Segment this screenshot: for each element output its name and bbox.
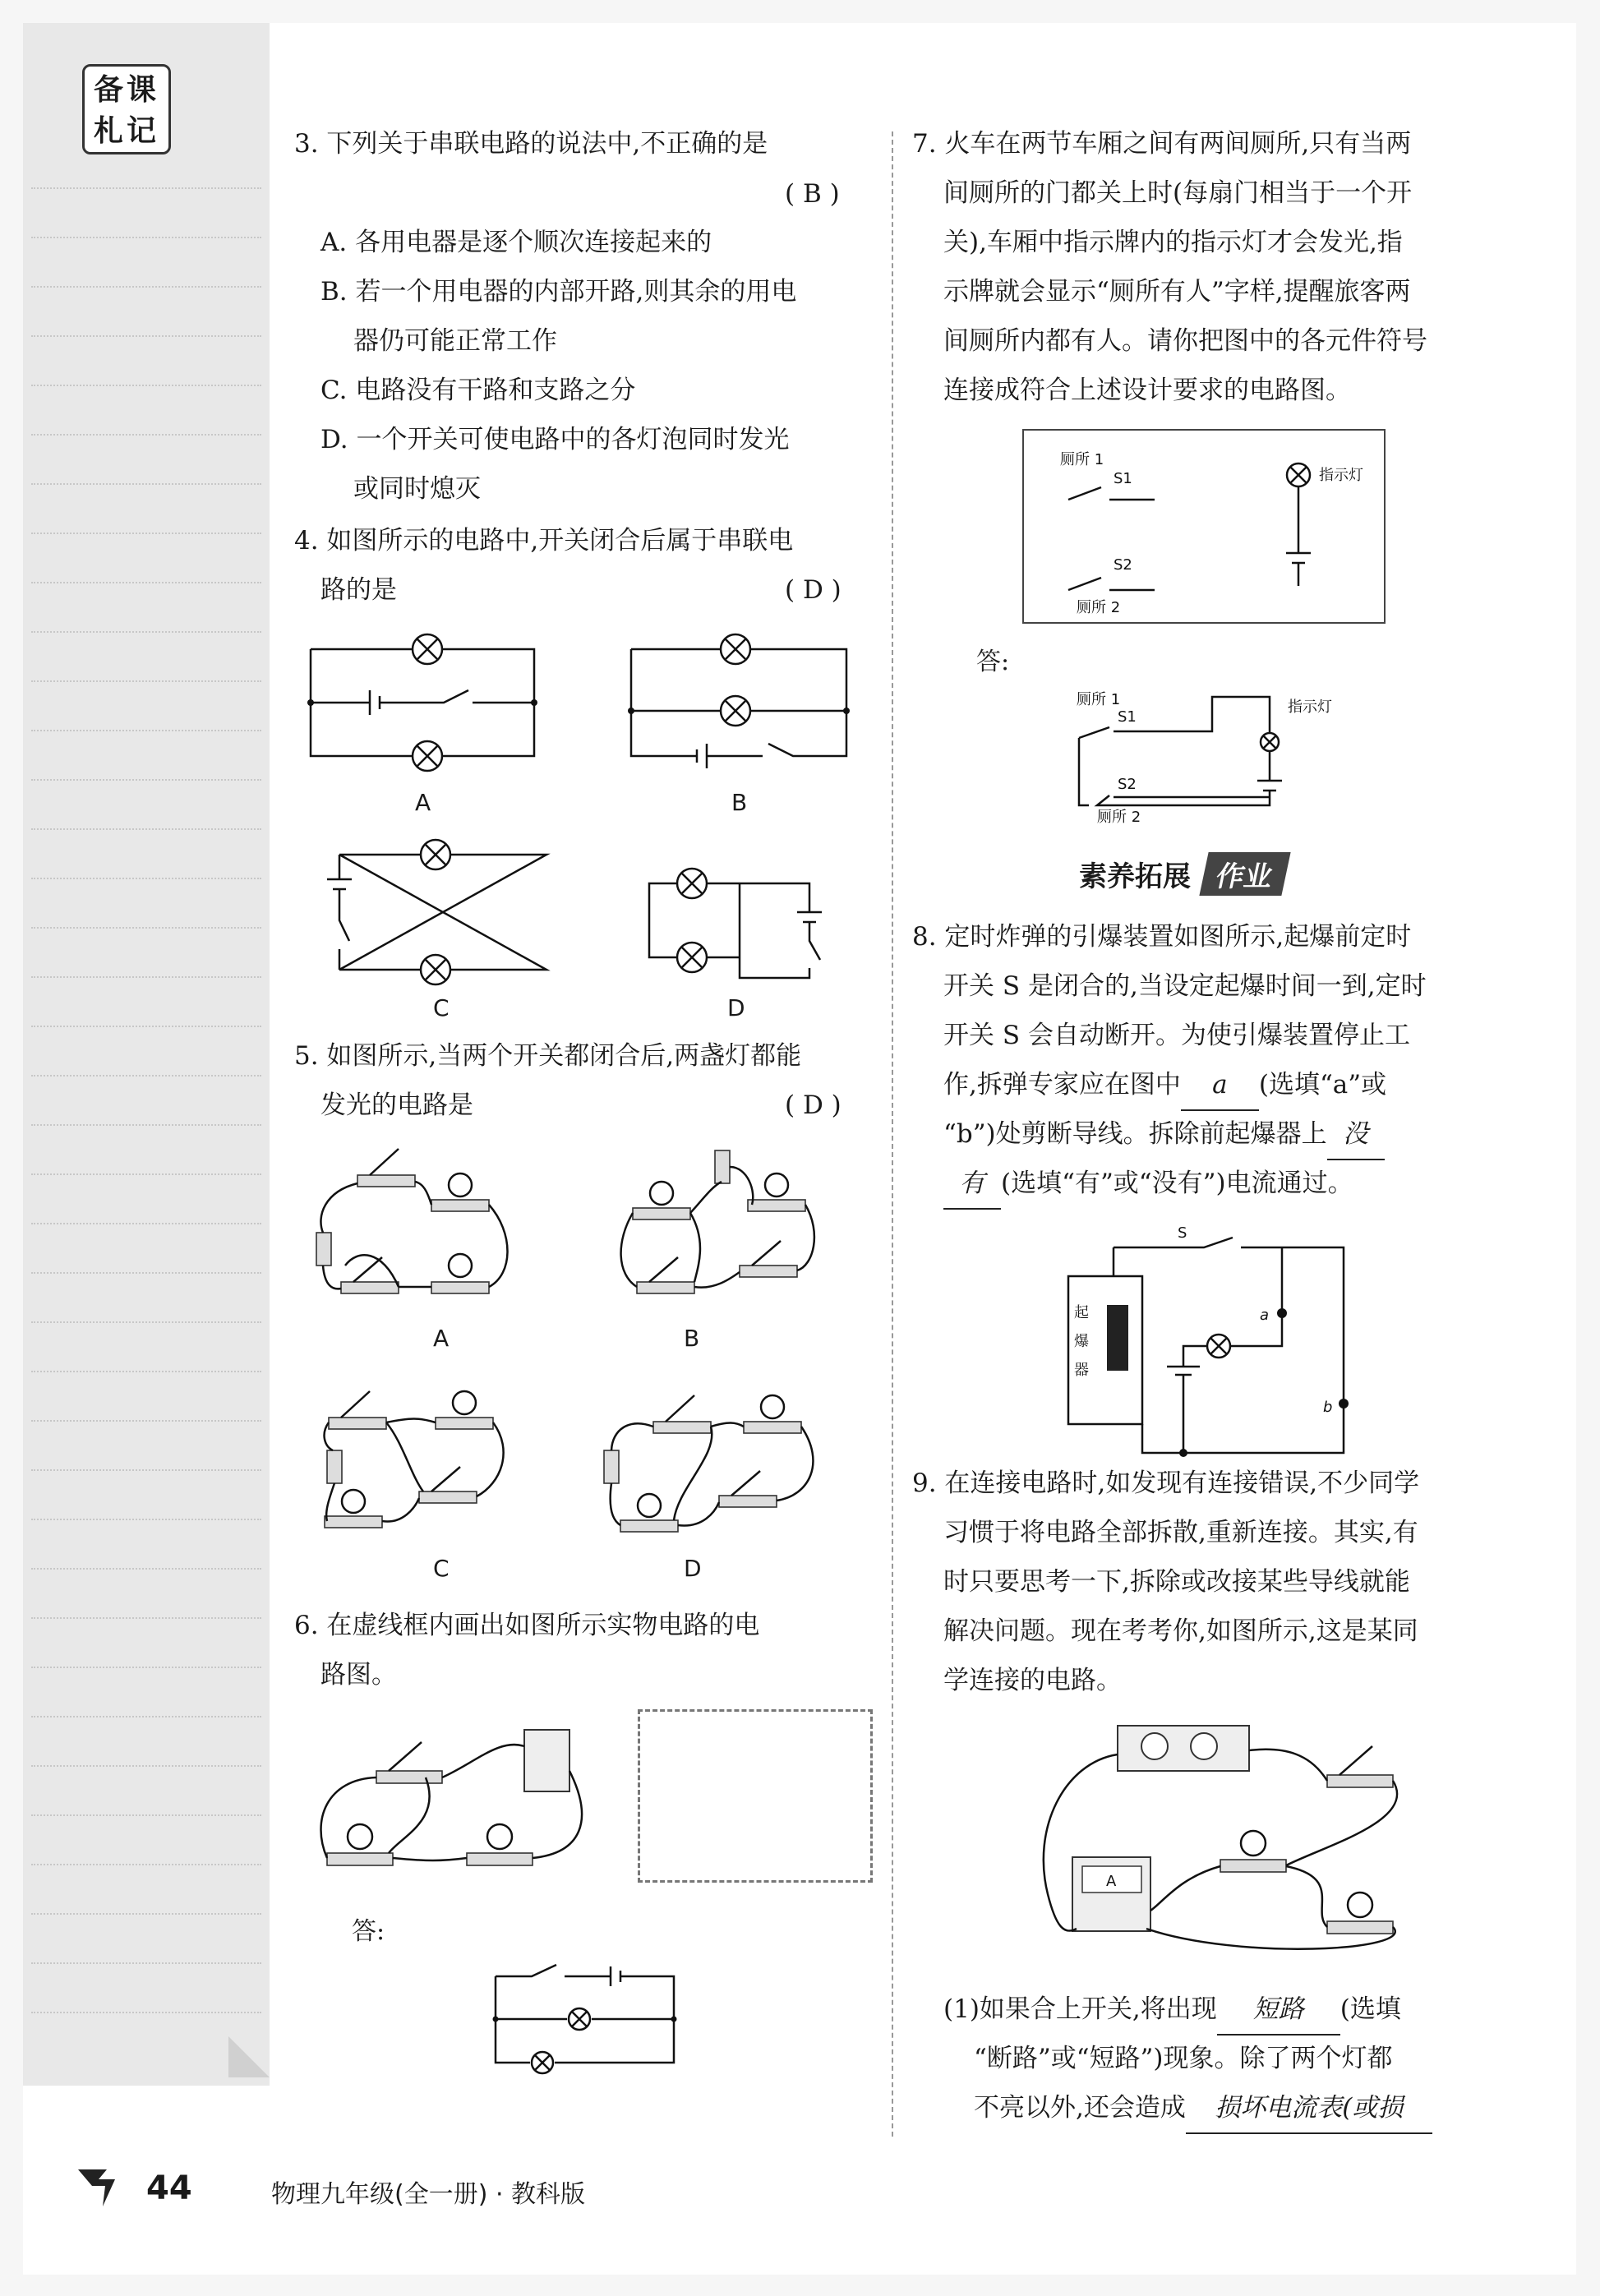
q9-p2: “断路”或“短路”)现象。除了两个灯都	[974, 2044, 1393, 2073]
q7-answer-label: 答:	[976, 648, 1010, 676]
notes-rule-line	[31, 1765, 261, 1767]
q5-kit-b	[616, 1142, 830, 1315]
q5-answer: ( D )	[785, 1090, 841, 1120]
q7-ans-lamp: 指示灯	[1288, 698, 1332, 716]
q8-blank1: a	[1181, 1060, 1259, 1111]
q9-ammeter-a: A	[1106, 1873, 1117, 1890]
notes-rule-line	[31, 1026, 261, 1027]
q8-fig-a: a	[1260, 1307, 1270, 1324]
q7-s1-label: S1	[1114, 470, 1132, 487]
q3-option-b: B. 若一个用电器的内部开路,则其余的用电	[320, 277, 797, 307]
notes-rule-line	[31, 385, 261, 386]
q3-stem: 3. 下列关于串联电路的说法中,不正确的是	[294, 129, 768, 159]
q4-answer: ( D )	[785, 575, 841, 605]
q6-stem: 6. 在虚线框内画出如图所示实物电路的电	[294, 1611, 760, 1640]
notes-rule-line	[31, 878, 261, 879]
q5-kit-d	[596, 1372, 834, 1549]
notes-rule-line	[31, 335, 261, 337]
notes-sidebar	[23, 23, 270, 2086]
notes-rule-line	[31, 1223, 261, 1224]
q3-answer: ( B )	[785, 179, 840, 209]
q7-line4: 示牌就会显示“厕所有人”字样,提醒旅客两	[943, 277, 1411, 307]
q4-circuit-d	[633, 863, 846, 986]
q8-line6-post: (选填“有”或“没有”)电流通过。	[1001, 1169, 1353, 1198]
notes-rule-line	[31, 1962, 261, 1964]
q9-p3	[974, 2083, 1432, 2134]
notes-rule-line	[31, 631, 261, 633]
q8-line5-pre: “b”)处剪断导线。拆除前起爆器上	[943, 1119, 1327, 1149]
notes-rule-line	[31, 533, 261, 534]
q7-line3: 关),车厢中指示牌内的指示灯才会发光,指	[943, 228, 1403, 257]
q7-ans-toilet2: 厕所 2	[1097, 809, 1141, 826]
notes-rule-line	[31, 1321, 261, 1323]
notes-rule-line	[31, 828, 261, 830]
notes-rule-line	[31, 779, 261, 781]
q4-stem: 4. 如图所示的电路中,开关闭合后属于串联电	[294, 526, 794, 556]
q4-label-c: C	[433, 994, 450, 1021]
q5-label-a: A	[433, 1325, 450, 1352]
notes-rule-line	[31, 1814, 261, 1816]
q9-physical-circuit	[1031, 1713, 1418, 1960]
q5-kit-a	[308, 1142, 522, 1315]
q9-line1: 9. 在连接电路时,如发现有连接错误,不少同学	[912, 1468, 1420, 1498]
q9-blank2: 损坏电流表(或损	[1186, 2083, 1432, 2134]
notes-rule-line	[31, 1469, 261, 1471]
q7-line1: 7. 火车在两节车厢之间有两间厕所,只有当两	[912, 129, 1412, 159]
q7-line5: 间厕所内都有人。请你把图中的各元件符号	[943, 326, 1427, 356]
q9-line4: 解决问题。现在考考你,如图所示,这是某同	[943, 1616, 1418, 1646]
notes-rule-line	[31, 680, 261, 682]
q9-p3-pre: 不亮以外,还会造成	[974, 2093, 1186, 2123]
q4-label-d: D	[727, 994, 745, 1021]
notes-rule-line	[31, 1420, 261, 1422]
notes-badge	[82, 64, 171, 154]
q8-detonator-circuit	[1056, 1215, 1360, 1461]
q8-blank2b: 有	[943, 1159, 1001, 1210]
notes-rule-line	[31, 1716, 261, 1717]
q7-ans-toilet1: 厕所 1	[1077, 691, 1121, 708]
notes-rule-line	[31, 237, 261, 238]
column-divider	[892, 131, 893, 2137]
q9-line3: 时只要思考一下,拆除或改接某些导线就能	[943, 1567, 1410, 1597]
q6-answer-diagram	[489, 1960, 686, 2071]
q7-answer-diagram	[1072, 690, 1335, 830]
q8-fig-detonator-2: 爆	[1074, 1333, 1089, 1350]
notes-rule-line	[31, 1667, 261, 1668]
footer-book-title: 物理九年级(全一册) · 教科版	[271, 2180, 586, 2209]
q4-label-a: A	[415, 789, 431, 816]
q5-stem-cont: 发光的电路是	[320, 1090, 473, 1120]
q7-line6: 连接成符合上述设计要求的电路图。	[943, 376, 1351, 405]
notes-rule-line	[31, 582, 261, 583]
notes-rule-line	[31, 1913, 261, 1915]
notes-rule-line	[31, 1173, 261, 1175]
q8-fig-s: S	[1178, 1224, 1187, 1242]
q7-components-figure	[1023, 430, 1385, 623]
q8-line4-pre: 作,拆弹专家应在图中	[943, 1070, 1181, 1100]
q9-line5: 学连接的电路。	[943, 1666, 1122, 1695]
q3-option-b-cont: 器仍可能正常工作	[353, 326, 557, 356]
notes-line1: 备课	[93, 73, 159, 107]
q9-line2: 习惯于将电路全部拆散,重新连接。其实,有	[943, 1518, 1418, 1547]
notes-rule-line	[31, 2012, 261, 2013]
q8-line6	[943, 1159, 1353, 1210]
q8-line1: 8. 定时炸弹的引爆装置如图所示,起爆前定时	[912, 922, 1412, 952]
notes-rule-line	[31, 1124, 261, 1126]
q4-label-b: B	[731, 789, 748, 816]
q8-line5	[943, 1109, 1385, 1160]
section-tag: 作业	[1199, 852, 1290, 896]
q3-option-d: D. 一个开关可使电路中的各灯泡同时发光	[320, 425, 790, 454]
q8-blank2a: 没	[1327, 1109, 1385, 1160]
q8-line3: 开关 S 会自动断开。为使引爆装置停止工	[943, 1021, 1410, 1050]
notes-rule-line	[31, 187, 261, 189]
notes-rule-line	[31, 483, 261, 485]
q5-label-d: D	[684, 1555, 702, 1582]
q4-stem-cont: 路的是	[320, 575, 397, 605]
notes-rule-line	[31, 1519, 261, 1520]
section-badge	[1072, 855, 1286, 892]
notes-rule-line	[31, 286, 261, 288]
q7-ans-s2: S2	[1118, 776, 1137, 793]
q5-kit-c	[312, 1368, 526, 1549]
q4-circuit-b	[625, 625, 863, 777]
q9-p1-post: (选填	[1339, 1994, 1401, 2024]
q5-label-b: B	[684, 1325, 700, 1352]
q3-option-d-cont: 或同时熄灭	[353, 474, 481, 504]
q7-lamp-label: 指示灯	[1319, 467, 1363, 484]
notes-line2: 札记	[93, 114, 159, 148]
q7-ans-s1: S1	[1118, 708, 1137, 726]
q6-answer-label: 答:	[352, 1917, 385, 1946]
q6-physical-circuit	[311, 1705, 598, 1878]
q8-line4-post: (选填“a”或	[1258, 1070, 1387, 1100]
footer-ornament-icon	[74, 2161, 140, 2211]
q4-circuit-a	[304, 625, 542, 777]
page-number: 44	[146, 2169, 192, 2207]
q3-option-a: A. 各用电器是逐个顺次连接起来的	[320, 228, 712, 257]
q6-stem-cont: 路图。	[320, 1660, 397, 1690]
notes-rule-line	[31, 1371, 261, 1372]
q9-blank1: 短路	[1217, 1985, 1340, 2036]
q7-toilet1-label: 厕所 1	[1060, 451, 1104, 468]
q6-answer-box	[638, 1709, 873, 1883]
q7-line2: 间厕所的门都关上时(每扇门相当于一个开	[943, 178, 1413, 208]
page-fold-corner	[228, 2036, 270, 2077]
q7-s2-label: S2	[1114, 556, 1132, 574]
notes-rule-line	[31, 1272, 261, 1274]
q8-line2: 开关 S 是闭合的,当设定起爆时间一到,定时	[943, 971, 1427, 1001]
q5-stem: 5. 如图所示,当两个开关都闭合后,两盏灯都能	[294, 1041, 802, 1071]
notes-rule-line	[31, 434, 261, 436]
notes-rule-line	[31, 976, 261, 978]
notes-rule-line	[31, 1617, 261, 1619]
q8-fig-b: b	[1323, 1399, 1333, 1416]
notes-rule-line	[31, 730, 261, 731]
notes-rule-line	[31, 1075, 261, 1077]
q8-fig-detonator-3: 器	[1074, 1362, 1089, 1379]
q9-p1	[943, 1985, 1401, 2036]
q4-circuit-c	[325, 830, 563, 986]
q7-toilet2-label: 厕所 2	[1077, 599, 1121, 616]
notes-rule-line	[31, 1568, 261, 1570]
q3-option-c: C. 电路没有干路和支路之分	[320, 376, 636, 405]
section-title: 素养拓展	[1079, 860, 1191, 893]
q8-fig-detonator-1: 起	[1074, 1304, 1089, 1321]
notes-rule-line	[31, 1864, 261, 1865]
q8-line4	[943, 1060, 1386, 1111]
q5-label-c: C	[433, 1555, 450, 1582]
notes-rule-line	[31, 927, 261, 929]
q9-p1-pre: (1)如果合上开关,将出现	[943, 1994, 1217, 2024]
